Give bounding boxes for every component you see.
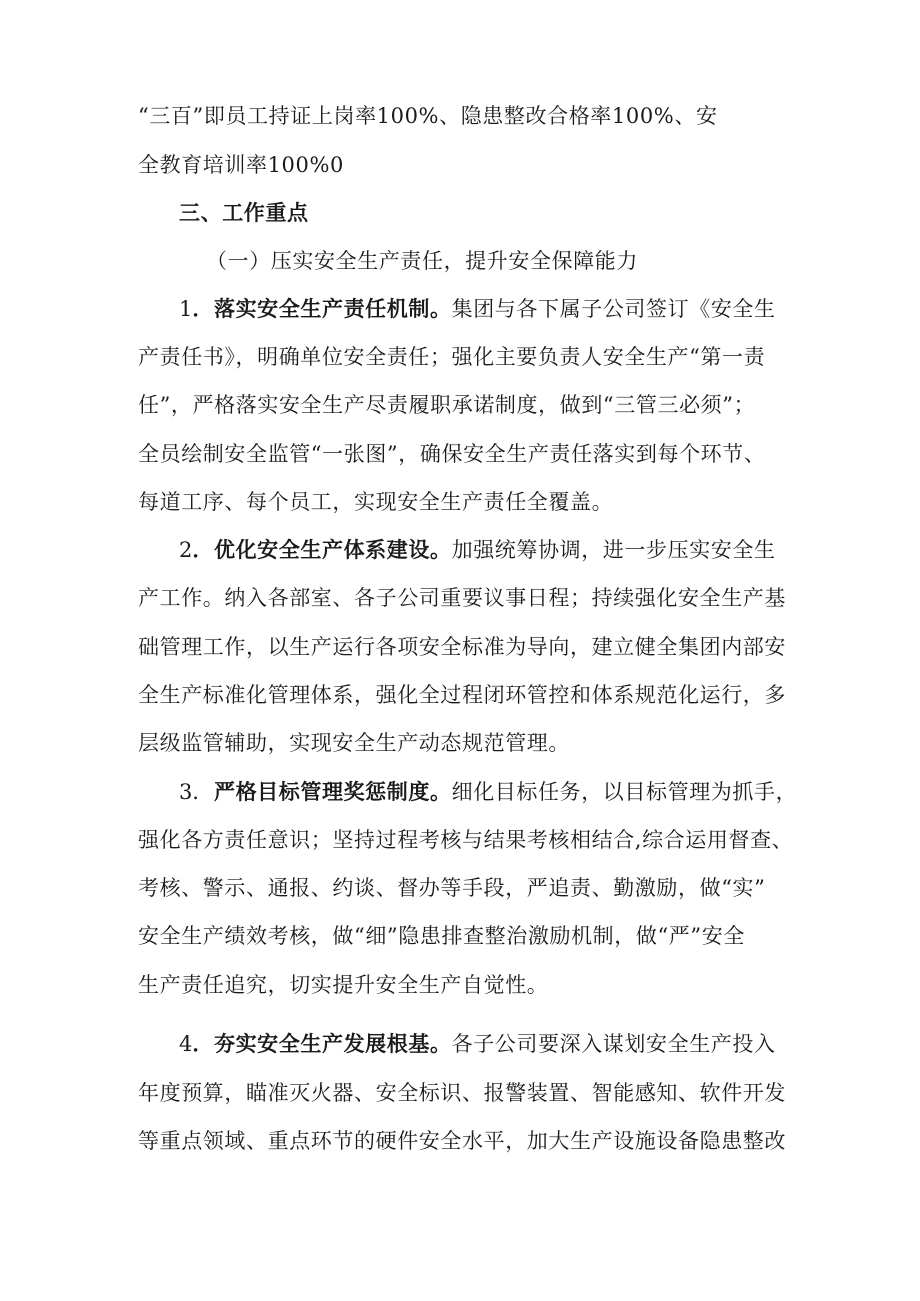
item-2-line: 层级监管辅助，实现安全生产动态规范管理。: [138, 731, 570, 755]
item-number: 3: [179, 780, 193, 804]
item-1-line: 任”，严格落实安全生产尽责履职承诺制度，做到“三管三必须”；: [138, 393, 756, 417]
section-heading: 三、工作重点: [179, 200, 309, 225]
item-number: 4: [179, 1032, 193, 1056]
item-title: 落实安全生产责任机制。: [213, 296, 452, 321]
intro-line-1: “三百”即员工持证上岗率100%、隐患整改合格率100%、安: [138, 104, 718, 128]
item-2-first-line: 2．优化安全生产体系建设。加强统筹协调，进一步压实安全生: [179, 537, 776, 562]
intro-line-2: 全教育培训率100%0: [138, 153, 344, 177]
item-title: 优化安全生产体系建设。: [213, 537, 452, 562]
item-4-line: 年度预算，瞄准灭火器、安全标识、报警装置、智能感知、软件开发: [138, 1081, 786, 1105]
item-2-line: 产工作。纳入各部室、各子公司重要议事日程；持续强化安全生产基: [138, 586, 786, 610]
item-3-line: 强化各方责任意识；坚持过程考核与结果考核相结合,综合运用督查、: [138, 828, 794, 852]
item-2-line: 全生产标准化管理体系，强化全过程闭环管控和体系规范化运行，多: [138, 683, 786, 707]
item-title: 严格目标管理奖惩制度。: [213, 779, 452, 804]
item-number: 1: [179, 297, 193, 321]
item-4-first-line: 4．夯实安全生产发展根基。各子公司要深入谋划安全生产投入: [179, 1031, 776, 1056]
item-2-line: 础管理工作，以生产运行各项安全标准为导向，建立健全集团内部安: [138, 635, 786, 659]
item-text: 各子公司要深入谋划安全生产投入: [451, 1032, 776, 1056]
item-3-first-line: 3．严格目标管理奖惩制度。细化目标任务，以目标管理为抓手，: [179, 779, 798, 804]
item-text: 细化目标任务，以目标管理为抓手，: [451, 780, 798, 804]
item-3-line: 安全生产绩效考核，做“细”隐患排查整治激励机制，做“严”安全: [138, 924, 745, 948]
item-number: 2: [179, 538, 193, 562]
item-1-first-line: 1．落实安全生产责任机制。集团与各下属子公司签订《安全生: [179, 296, 776, 321]
item-title: 夯实安全生产发展根基。: [213, 1031, 452, 1056]
item-text: 集团与各下属子公司签订《安全生: [451, 297, 776, 321]
item-1-line: 全员绘制安全监管“一张图”，确保安全生产责任落实到每个环节、: [138, 442, 766, 466]
item-3-line: 生产责任追究，切实提升安全生产自觉性。: [138, 973, 549, 997]
item-3-line: 考核、警示、通报、约谈、督办等手段，严追责、勤激励，做“实”: [138, 876, 766, 900]
section-subheading: （一）压实安全生产责任，提升安全保障能力: [206, 249, 638, 273]
item-1-line: 产责任书》，明确单位安全责任；强化主要负责人安全生产“第一责: [138, 345, 766, 369]
item-text: 加强统筹协调，进一步压实安全生: [451, 538, 776, 562]
item-4-line: 等重点领域、重点环节的硬件安全水平，加大生产设施设备隐患整改: [138, 1129, 786, 1153]
item-1-line: 每道工序、每个员工，实现安全生产责任全覆盖。: [138, 490, 614, 514]
